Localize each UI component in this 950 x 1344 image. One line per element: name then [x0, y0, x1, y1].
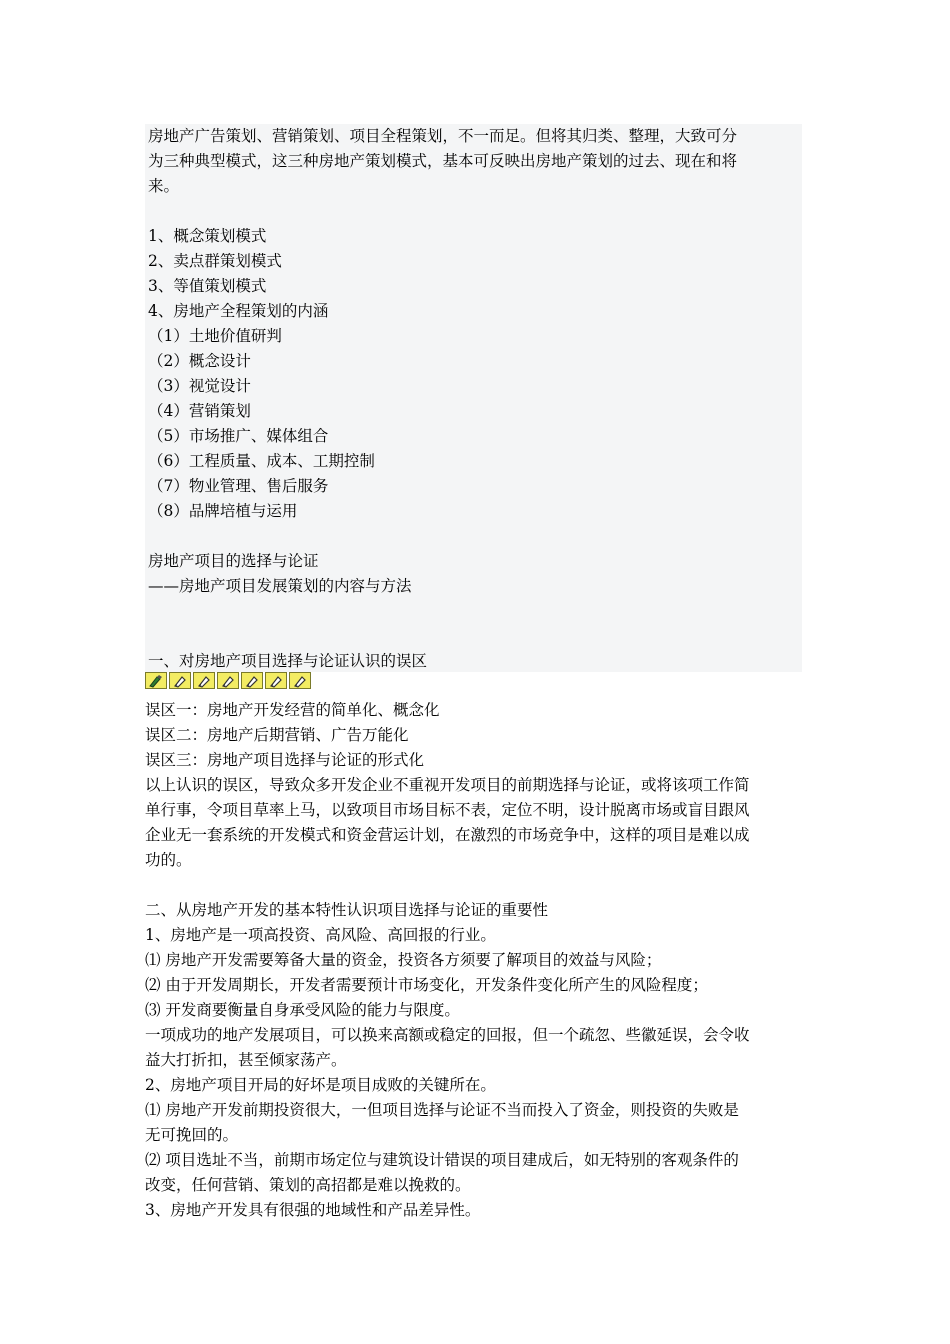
article-subtitle: ——房地产项目发展策划的内容与方法	[148, 577, 412, 595]
section-heading: 一、对房地产项目选择与论证认识的误区	[148, 652, 428, 670]
pen-icon[interactable]	[289, 672, 311, 689]
outline-subitem: （5）市场推广、媒体组合	[148, 427, 329, 445]
body-line: 单行事，令项目草率上马，以致项目市场目标不表，定位不明，设计脱离市场或盲目跟风	[145, 801, 750, 819]
outline-item: 2、卖点群策划模式	[148, 252, 282, 270]
body-line: 益大打折扣，甚至倾家荡产。	[145, 1051, 347, 1069]
body-line: 误区三：房地产项目选择与论证的形式化	[145, 751, 425, 769]
outline-subitem: （3）视觉设计	[148, 377, 251, 395]
body-line: 一项成功的地产发展项目，可以换来高额或稳定的回报，但一个疏忽、些徽延误，会令收	[145, 1026, 750, 1044]
pen-icon[interactable]	[265, 672, 287, 689]
icon-toolbar	[145, 672, 313, 690]
pen-icon[interactable]	[217, 672, 239, 689]
body-line: 误区二：房地产后期营销、广告万能化	[145, 726, 409, 744]
body-line: 3、房地产开发具有很强的地域性和产品差异性。	[145, 1201, 481, 1219]
brush-icon[interactable]	[145, 672, 167, 689]
body-line: 2、房地产项目开局的好坏是项目成败的关键所在。	[145, 1076, 496, 1094]
intro-line: 房地产广告策划、营销策划、项目全程策划，不一而足。但将其归类、整理，大致可分	[148, 127, 738, 145]
outline-item: 1、概念策划模式	[148, 227, 267, 245]
body-line: 企业无一套系统的开发模式和资金营运计划，在激烈的市场竞争中，这样的项目是难以成	[145, 826, 750, 844]
body-line: 以上认识的误区，导致众多开发企业不重视开发项目的前期选择与论证，或将该项工作简	[145, 776, 750, 794]
body-line: 改变，任何营销、策划的高招都是难以挽救的。	[145, 1176, 471, 1194]
outline-subitem: （8）品牌培植与运用	[148, 502, 298, 520]
pen-icon[interactable]	[241, 672, 263, 689]
body-line: 误区一：房地产开发经营的简单化、概念化	[145, 701, 440, 719]
outline-subitem: （4）营销策划	[148, 402, 251, 420]
body-line: ⑵ 项目选址不当，前期市场定位与建筑设计错误的项目建成后，如无特别的客观条件的	[145, 1151, 739, 1169]
outline-item: 3、等值策划模式	[148, 277, 267, 295]
outline-subitem: （6）工程质量、成本、工期控制	[148, 452, 375, 470]
outline-item: 4、房地产全程策划的内涵	[148, 302, 329, 320]
outline-subitem: （2）概念设计	[148, 352, 251, 370]
body-line: ⑴ 房地产开发需要筹备大量的资金，投资各方须要了解项目的效益与风险；	[145, 951, 662, 969]
body-line: ⑶ 开发商要衡量自身承受风险的能力与限度。	[145, 1001, 460, 1019]
pen-icon[interactable]	[193, 672, 215, 689]
body-line: ⑴ 房地产开发前期投资很大，一但项目选择与论证不当而投入了资金，则投资的失败是	[145, 1101, 739, 1119]
pen-icon[interactable]	[169, 672, 191, 689]
outline-subitem: （7）物业管理、售后服务	[148, 477, 329, 495]
body-line: 1、房地产是一项高投资、高风险、高回报的行业。	[145, 926, 496, 944]
outline-subitem: （1）土地价值研判	[148, 327, 282, 345]
intro-line: 为三种典型模式，这三种房地产策划模式，基本可反映出房地产策划的过去、现在和将	[148, 152, 738, 170]
intro-line: 来。	[148, 177, 180, 195]
section-heading: 二、从房地产开发的基本特性认识项目选择与论证的重要性	[145, 901, 549, 919]
article-title: 房地产项目的选择与论证	[148, 552, 319, 570]
body-line: ⑵ 由于开发周期长，开发者需要预计市场变化，开发条件变化所产生的风险程度；	[145, 976, 708, 994]
body-line: 功的。	[145, 851, 192, 869]
body-line: 无可挽回的。	[145, 1126, 239, 1144]
